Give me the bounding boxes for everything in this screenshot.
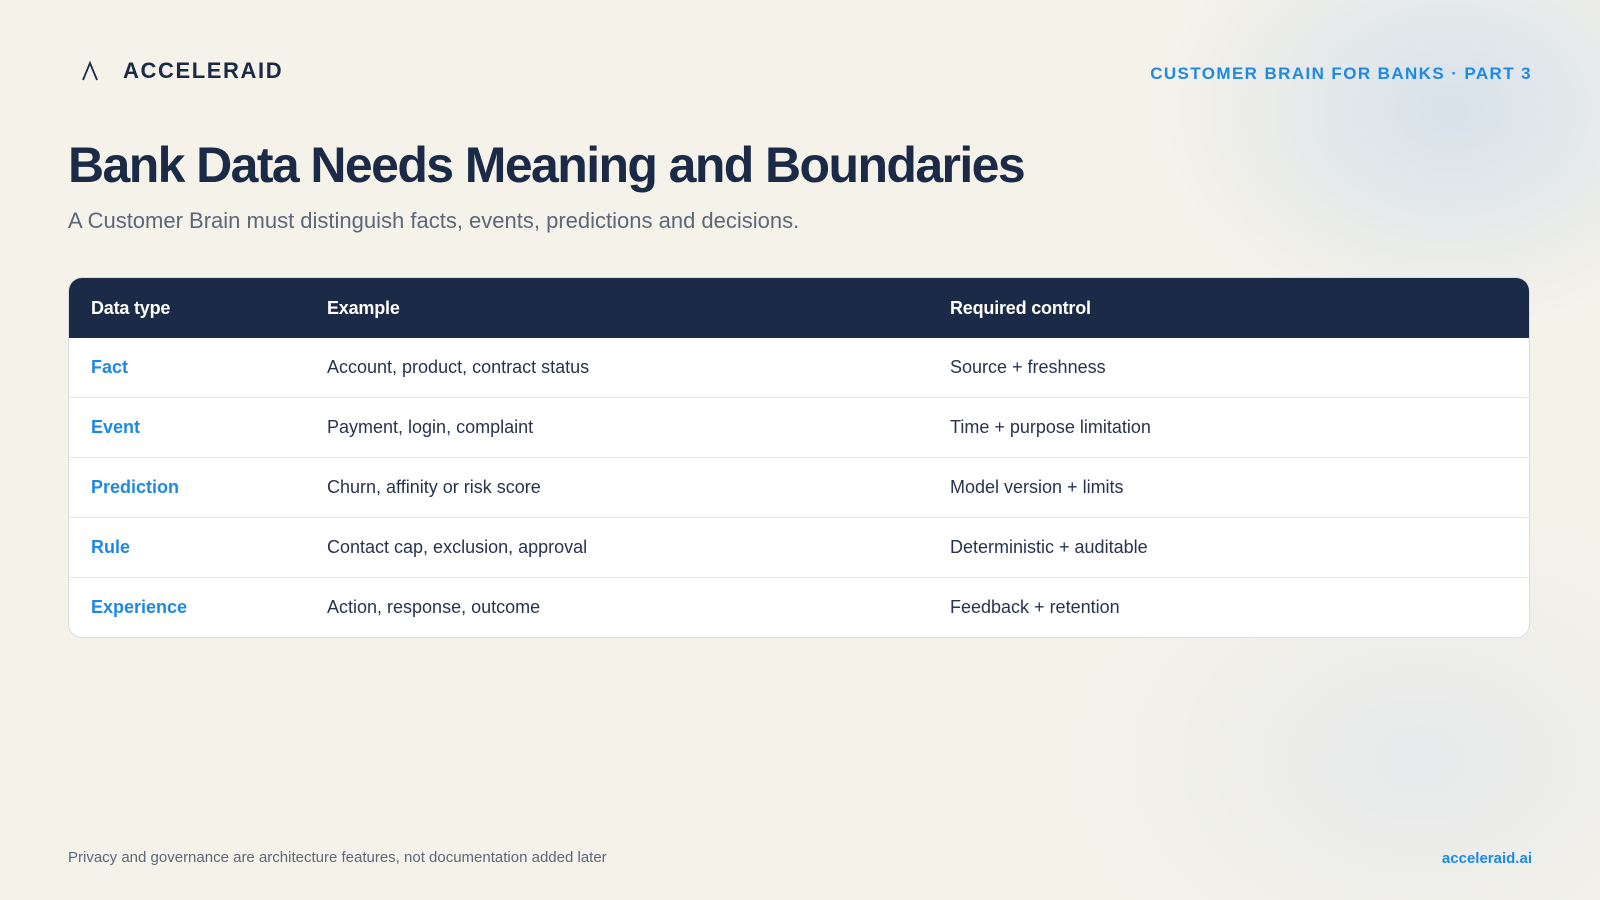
data-type-cell: Experience xyxy=(69,578,305,638)
column-header-required-control: Required control xyxy=(950,297,1091,318)
data-type-cell: Rule xyxy=(69,518,305,578)
example-cell: Action, response, outcome xyxy=(305,578,928,638)
control-cell: Deterministic + auditable xyxy=(928,518,1529,578)
page-subtitle: A Customer Brain must distinguish facts, events, predictions and decisions. xyxy=(68,208,800,233)
table-row xyxy=(69,338,1529,398)
table-row xyxy=(69,458,1529,518)
data-type-cell: Event xyxy=(69,398,305,458)
column-header-data-type: Data type xyxy=(91,297,171,318)
table-header-row xyxy=(69,278,1529,338)
data-type-cell: Prediction xyxy=(69,458,305,518)
website-link[interactable]: acceleraid.ai xyxy=(1441,850,1532,867)
data-type-table xyxy=(68,277,1530,638)
table-row xyxy=(69,578,1529,638)
page-title: Bank Data Needs Meaning and Boundaries xyxy=(68,137,1025,193)
example-cell: Contact cap, exclusion, approval xyxy=(305,518,928,578)
column-header-example: Example xyxy=(327,297,400,318)
example-cell: Account, product, contract status xyxy=(327,357,590,377)
table-row xyxy=(69,518,1529,578)
control-cell: Source + freshness xyxy=(950,357,1106,377)
caret-up-icon xyxy=(80,60,100,82)
series-label: CUSTOMER BRAIN FOR BANKS · PART 3 xyxy=(1150,64,1532,83)
brand-name: ACCELERAID xyxy=(123,58,284,83)
control-cell: Feedback + retention xyxy=(928,578,1529,638)
example-cell: Payment, login, complaint xyxy=(305,398,928,458)
table-row xyxy=(69,398,1529,458)
footer-note: Privacy and governance are architecture features, not documentation added later xyxy=(68,849,607,866)
control-cell: Time + purpose limitation xyxy=(928,398,1529,458)
control-cell: Model version + limits xyxy=(928,458,1529,518)
example-cell: Churn, affinity or risk score xyxy=(305,458,928,518)
data-type-cell: Fact xyxy=(91,357,129,377)
brand-logo xyxy=(80,58,283,84)
